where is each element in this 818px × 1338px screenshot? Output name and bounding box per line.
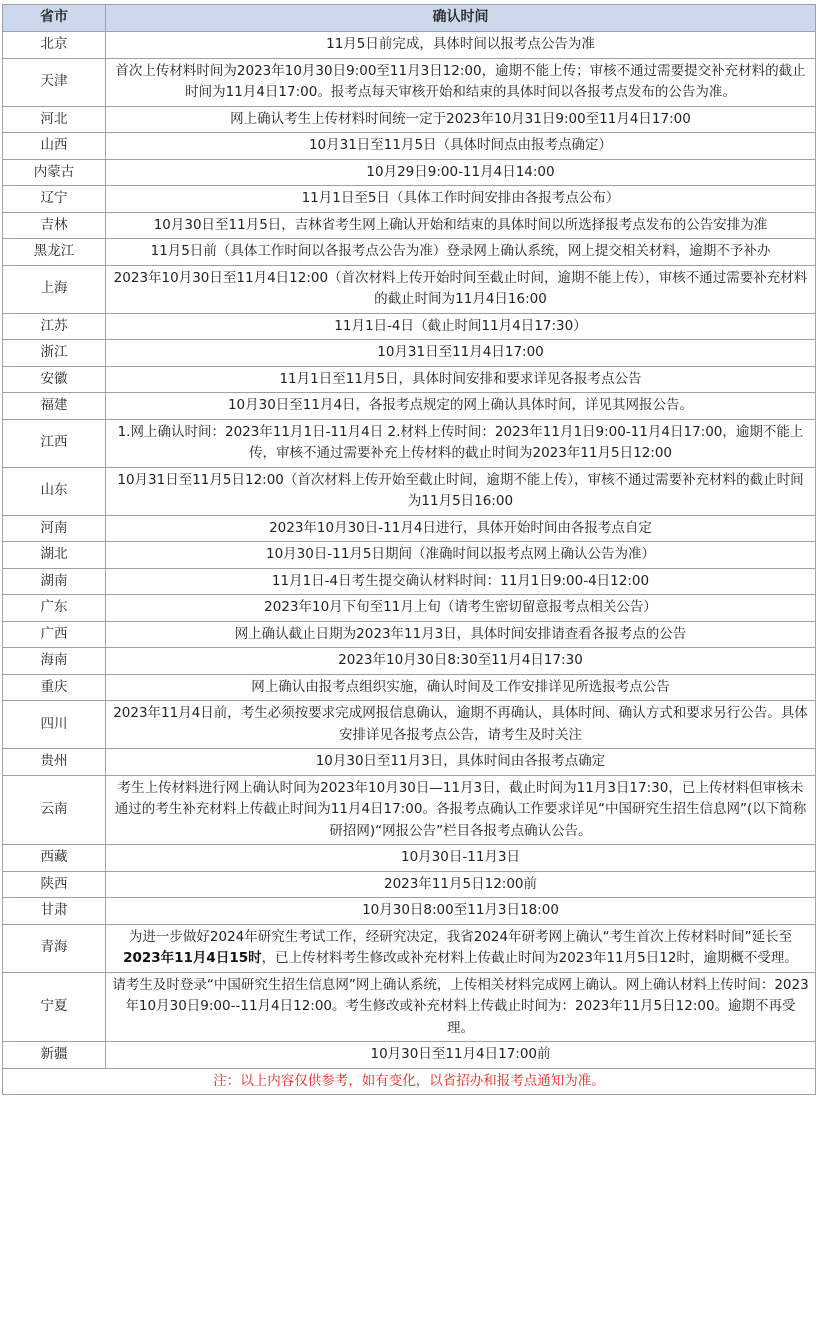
table-row (3, 467, 816, 515)
time-cell: 2023年11月4日前，考生必须按要求完成网报信息确认，逾期不再确认，具体时间、确认方式和要求另行公告。具体安排详见各报考点公告，请考生及时关注 (106, 701, 816, 749)
time-cell: 2023年10月30日8:30至11月4日17:30 (106, 648, 816, 675)
province-cell: 重庆 (3, 674, 106, 701)
table-row (3, 58, 816, 106)
province-cell: 甘肃 (3, 898, 106, 925)
table-row (3, 393, 816, 420)
province-cell: 西藏 (3, 845, 106, 872)
time-cell: 2023年10月30日-11月4日进行，具体开始时间由各报考点自定 (106, 515, 816, 542)
province-cell: 山东 (3, 467, 106, 515)
time-cell: 10月30日至11月4日，各报考点规定的网上确认具体时间，详见其网报公告。 (106, 393, 816, 420)
time-cell: 10月30日至11月3日，具体时间由各报考点确定 (106, 749, 816, 776)
time-cell: 10月30日-11月5日期间（准确时间以报考点网上确认公告为准） (106, 542, 816, 569)
time-cell: 2023年10月30日至11月4日12:00（首次材料上传开始时间至截止时间，逾期不能上传），审核不通过需要补充材料的截止时间为11月4日16:00 (106, 265, 816, 313)
table-row (3, 595, 816, 622)
province-cell: 河北 (3, 106, 106, 133)
province-cell: 湖南 (3, 568, 106, 595)
table-row (3, 133, 816, 160)
table-row (3, 186, 816, 213)
table-row (3, 106, 816, 133)
province-cell: 江西 (3, 419, 106, 467)
province-cell: 海南 (3, 648, 106, 675)
time-cell: 1.网上确认时间：2023年11月1日-11月4日 2.材料上传时间：2023年11月1日9:00-11月4日17:00，逾期不能上传，审核不通过需要补充上传材料的截止时间为2023年11月5日12:00 (106, 419, 816, 467)
province-cell: 宁夏 (3, 972, 106, 1042)
table-row (3, 845, 816, 872)
table-row (3, 1042, 816, 1069)
province-cell: 新疆 (3, 1042, 106, 1069)
time-cell: 网上确认截止日期为2023年11月3日，具体时间安排请查看各报考点的公告 (106, 621, 816, 648)
time-cell: 11月1日至11月5日，具体时间安排和要求详见各报考点公告 (106, 366, 816, 393)
time-cell: 考生上传材料进行网上确认时间为2023年10月30日—11月3日，截止时间为11月3日17:30，已上传材料但审核未通过的考生补充材料上传截止时间为11月4日17:00。各报考点确认工作要求详见“中国研究生招生信息网”(以下简称研招网)“网报公告”栏目各报考点确认公告。 (106, 775, 816, 845)
time-cell (106, 924, 816, 972)
time-text-before: 为进一步做好2024年研究生考试工作，经研究决定，我省2024年研考网上确认“考生首次上传材料时间”延长至 (128, 928, 793, 945)
province-cell: 湖北 (3, 542, 106, 569)
time-cell: 11月5日前（具体工作时间以各报考点公告为准）登录网上确认系统，网上提交相关材料，逾期不予补办 (106, 239, 816, 266)
table-row (3, 568, 816, 595)
time-cell: 10月31日至11月5日（具体时间点由报考点确定） (106, 133, 816, 160)
table-row (3, 775, 816, 845)
province-cell: 广西 (3, 621, 106, 648)
table-row (3, 265, 816, 313)
province-cell: 陕西 (3, 871, 106, 898)
province-cell: 四川 (3, 701, 106, 749)
province-cell: 上海 (3, 265, 106, 313)
province-cell: 河南 (3, 515, 106, 542)
province-cell: 黑龙江 (3, 239, 106, 266)
time-cell: 10月30日-11月3日 (106, 845, 816, 872)
province-cell: 北京 (3, 32, 106, 59)
table-row (3, 340, 816, 367)
table-row (3, 239, 816, 266)
time-cell: 网上确认由报考点组织实施，确认时间及工作安排详见所选报考点公告 (106, 674, 816, 701)
province-cell: 吉林 (3, 212, 106, 239)
table-row (3, 419, 816, 467)
province-cell: 山西 (3, 133, 106, 160)
table-row (3, 871, 816, 898)
time-cell: 10月29日9:00-11月4日14:00 (106, 159, 816, 186)
schedule-table (2, 4, 816, 1095)
note-row (3, 1068, 816, 1095)
province-cell: 辽宁 (3, 186, 106, 213)
table-row (3, 212, 816, 239)
table-row (3, 924, 816, 972)
province-cell: 贵州 (3, 749, 106, 776)
table-row (3, 159, 816, 186)
time-cell: 10月30日至11月5日，吉林省考生网上确认开始和结束的具体时间以所选择报考点发布的公告安排为准 (106, 212, 816, 239)
table-row (3, 313, 816, 340)
table-row (3, 898, 816, 925)
table-row (3, 366, 816, 393)
time-cell: 首次上传材料时间为2023年10月30日9:00至11月3日12:00，逾期不能上传；审核不通过需要提交补充材料的截止时间为11月4日17:00。报考点每天审核开始和结束的具体时间以各报考点发布的公告为准。 (106, 58, 816, 106)
time-cell: 2023年11月5日12:00前 (106, 871, 816, 898)
time-cell: 10月31日至11月5日12:00（首次材料上传开始至截止时间，逾期不能上传），审核不通过需要补充材料的截止时间为11月5日16:00 (106, 467, 816, 515)
table-row (3, 542, 816, 569)
province-cell: 内蒙古 (3, 159, 106, 186)
table-row (3, 32, 816, 59)
table-row (3, 972, 816, 1042)
time-cell: 请考生及时登录“中国研究生招生信息网”网上确认系统，上传相关材料完成网上确认。网上确认材料上传时间：2023年10月30日9:00--11月4日12:00。考生修改或补充材料上传截止时间为：2023年11月5日12:00。逾期不再受理。 (106, 972, 816, 1042)
table-row (3, 701, 816, 749)
time-cell: 网上确认考生上传材料时间统一定于2023年10月31日9:00至11月4日17:00 (106, 106, 816, 133)
time-cell: 11月1日-4日考生提交确认材料时间：11月1日9:00-4日12:00 (106, 568, 816, 595)
table-row (3, 621, 816, 648)
time-cell: 10月30日至11月4日17:00前 (106, 1042, 816, 1069)
footnote: 注：以上内容仅供参考，如有变化，以省招办和报考点通知为准。 (3, 1068, 816, 1095)
time-cell: 11月1日-4日（截止时间11月4日17:30） (106, 313, 816, 340)
time-cell: 2023年10月下旬至11月上旬（请考生密切留意报考点相关公告） (106, 595, 816, 622)
province-cell: 安徽 (3, 366, 106, 393)
time-cell: 11月5日前完成，具体时间以报考点公告为准 (106, 32, 816, 59)
header-time: 确认时间 (106, 5, 816, 32)
province-cell: 广东 (3, 595, 106, 622)
province-cell: 福建 (3, 393, 106, 420)
time-cell: 10月31日至11月4日17:00 (106, 340, 816, 367)
province-cell: 云南 (3, 775, 106, 845)
time-text-after: ，已上传材料考生修改或补充材料上传截止时间为2023年11月5日12时，逾期概不受理。 (261, 950, 798, 966)
table-row (3, 515, 816, 542)
province-cell: 天津 (3, 58, 106, 106)
time-text-highlight: 2023年11月4日15时 (123, 950, 262, 966)
table-row (3, 674, 816, 701)
header-row (3, 5, 816, 32)
time-cell: 11月1日至5日（具体工作时间安排由各报考点公布） (106, 186, 816, 213)
province-cell: 浙江 (3, 340, 106, 367)
province-cell: 青海 (3, 924, 106, 972)
time-cell: 10月30日8:00至11月3日18:00 (106, 898, 816, 925)
table-row (3, 648, 816, 675)
province-cell: 江苏 (3, 313, 106, 340)
table-row (3, 749, 816, 776)
header-province: 省市 (3, 5, 106, 32)
